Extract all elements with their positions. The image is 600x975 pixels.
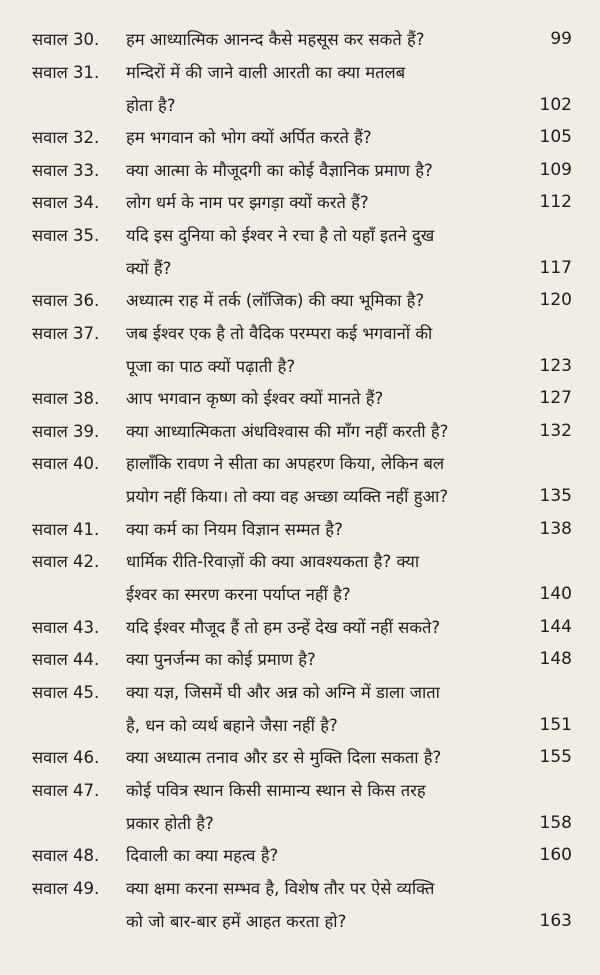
page-number: 148 (539, 649, 572, 669)
question-line: क्या आध्यात्मिकता अंधविश्वास की माँग नहीं करती है? (126, 421, 449, 441)
question-number: सवाल 41. (32, 519, 100, 539)
question-text (118, 191, 524, 214)
toc-entry (32, 191, 572, 214)
question-line: कोई पवित्र स्थान किसी सामान्य स्थान से किस तरह (126, 780, 426, 800)
toc-entry (32, 616, 572, 639)
question-number: सवाल 43. (32, 617, 100, 637)
toc-entry (32, 648, 572, 671)
question-line: क्या यज्ञ, जिसमें घी और अन्न को अग्नि में डाला जाता (126, 682, 440, 702)
question-text (118, 877, 524, 933)
question-number: सवाल 38. (32, 389, 100, 408)
question-text (118, 648, 524, 671)
page-number: 99 (550, 29, 572, 49)
toc-entry (32, 387, 572, 410)
question-line: क्या पुनर्जन्म का कोई प्रमाण है? (126, 650, 316, 669)
page-number: 132 (539, 420, 572, 441)
toc-entry (32, 844, 572, 867)
question-number: सवाल 32. (32, 128, 100, 147)
question-line: दिवाली का क्या महत्व है? (126, 846, 279, 865)
toc-entry (32, 681, 572, 737)
question-line: मन्दिरों में की जाने वाली आरती का क्या मतलब (126, 62, 406, 82)
question-number: सवाल 35. (32, 225, 100, 245)
page-number: 112 (539, 192, 572, 212)
question-text (118, 420, 524, 443)
question-text (118, 746, 524, 769)
page-number: 163 (539, 910, 572, 931)
page-number: 138 (539, 518, 572, 539)
toc-entry (32, 746, 572, 769)
page-number: 117 (539, 257, 572, 278)
page-number: 109 (539, 159, 572, 180)
page-number: 135 (539, 486, 572, 506)
question-line: क्या आत्मा के मौजूदगी का कोई वैज्ञानिक प्रमाण है? (126, 160, 433, 180)
page-number: 155 (539, 747, 572, 767)
question-text (118, 61, 524, 117)
question-number: सवाल 34. (32, 193, 100, 212)
question-line: को जो बार-बार हमें आहत करता हो? (126, 911, 347, 931)
question-text (118, 28, 524, 51)
question-text (118, 126, 524, 149)
question-line: आप भगवान कृष्ण को ईश्वर क्यों मानते हैं? (126, 389, 384, 408)
toc-entry (32, 877, 572, 933)
question-number: सवाल 40. (32, 454, 100, 473)
toc-list (32, 28, 572, 933)
page-number: 151 (539, 714, 572, 735)
question-number: सवाल 37. (32, 323, 100, 343)
toc-entry (32, 28, 572, 51)
question-line: यदि इस दुनिया को ईश्वर ने रचा है तो यहाँ इतने दुख (126, 225, 435, 245)
question-number: सवाल 46. (32, 748, 100, 767)
page-number: 144 (539, 616, 572, 637)
toc-entry (32, 779, 572, 835)
question-line: क्या अध्यात्म तनाव और डर से मुक्ति दिला सकता है? (126, 748, 442, 767)
question-line: हम आध्यात्मिक आनन्द कैसे महसूस कर सकते हैं? (126, 30, 425, 49)
page-number: 102 (539, 94, 572, 115)
question-text (118, 550, 524, 606)
question-number: सवाल 36. (32, 291, 100, 310)
question-line: धार्मिक रीति-रिवाज़ों की क्या आवश्यकता है? क्या (126, 552, 420, 571)
toc-entry (32, 452, 572, 508)
question-text (118, 387, 524, 410)
question-line: हम भगवान को भोग क्यों अर्पित करते हैं? (126, 128, 372, 147)
question-number: सवाल 31. (32, 62, 100, 82)
question-line: लोग धर्म के नाम पर झगड़ा क्यों करते हैं? (126, 193, 369, 212)
page-number: 158 (539, 812, 572, 833)
toc-entry (32, 518, 572, 541)
question-number: सवाल 30. (32, 30, 100, 49)
question-line: क्या क्षमा करना सम्भव है, विशेष तौर पर ऐसे व्यक्ति (126, 878, 435, 898)
page-number: 123 (539, 355, 572, 376)
question-text (118, 452, 524, 508)
toc-entry (32, 289, 572, 312)
toc-entry (32, 159, 572, 182)
question-line: हालाँकि रावण ने सीता का अपहरण किया, लेकिन बल (126, 454, 445, 473)
question-number: सवाल 49. (32, 878, 100, 898)
question-number: सवाल 45. (32, 682, 100, 702)
toc-entry (32, 224, 572, 280)
question-line: होता है? (126, 95, 176, 115)
toc-entry (32, 126, 572, 149)
question-line: अध्यात्म राह में तर्क (लॉजिक) की क्या भूमिका है? (126, 291, 425, 310)
question-number: सवाल 39. (32, 421, 100, 441)
question-text (118, 224, 524, 280)
question-text (118, 844, 524, 867)
toc-entry (32, 322, 572, 378)
toc-entry (32, 61, 572, 117)
question-number: सवाल 47. (32, 780, 100, 800)
question-number: सवाल 33. (32, 160, 100, 180)
toc-entry (32, 550, 572, 606)
question-number: सवाल 48. (32, 846, 100, 865)
page-number: 140 (539, 584, 572, 604)
question-line: क्यों हैं? (126, 258, 172, 278)
question-text (118, 289, 524, 312)
question-line: पूजा का पाठ क्यों पढ़ाती है? (126, 356, 296, 376)
question-text (118, 518, 524, 541)
page-number: 160 (539, 845, 572, 865)
page-number: 120 (539, 290, 572, 310)
question-text (118, 616, 524, 639)
page-number: 105 (539, 127, 572, 147)
question-line: क्या कर्म का नियम विज्ञान सम्मत है? (126, 519, 343, 539)
question-line: जब ईश्वर एक है तो वैदिक परम्परा कई भगवानों की (126, 323, 433, 343)
question-line: प्रयोग नहीं किया। तो क्या वह अच्छा व्यक्ति नहीं हुआ? (126, 487, 449, 506)
question-text (118, 779, 524, 835)
question-text (118, 681, 524, 737)
page-number: 127 (539, 388, 572, 408)
question-line: प्रकार होती है? (126, 813, 214, 833)
question-number: सवाल 44. (32, 650, 100, 669)
question-line: यदि ईश्वर मौजूद हैं तो हम उन्हें देख क्यों नहीं सकते? (126, 617, 441, 637)
question-text (118, 159, 524, 182)
toc-entry (32, 420, 572, 443)
question-line: ईश्वर का स्मरण करना पर्याप्त नहीं है? (126, 585, 351, 604)
question-line: है, धन को व्यर्थ बहाने जैसा नहीं है? (126, 715, 338, 735)
question-text (118, 322, 524, 378)
question-number: सवाल 42. (32, 552, 100, 571)
